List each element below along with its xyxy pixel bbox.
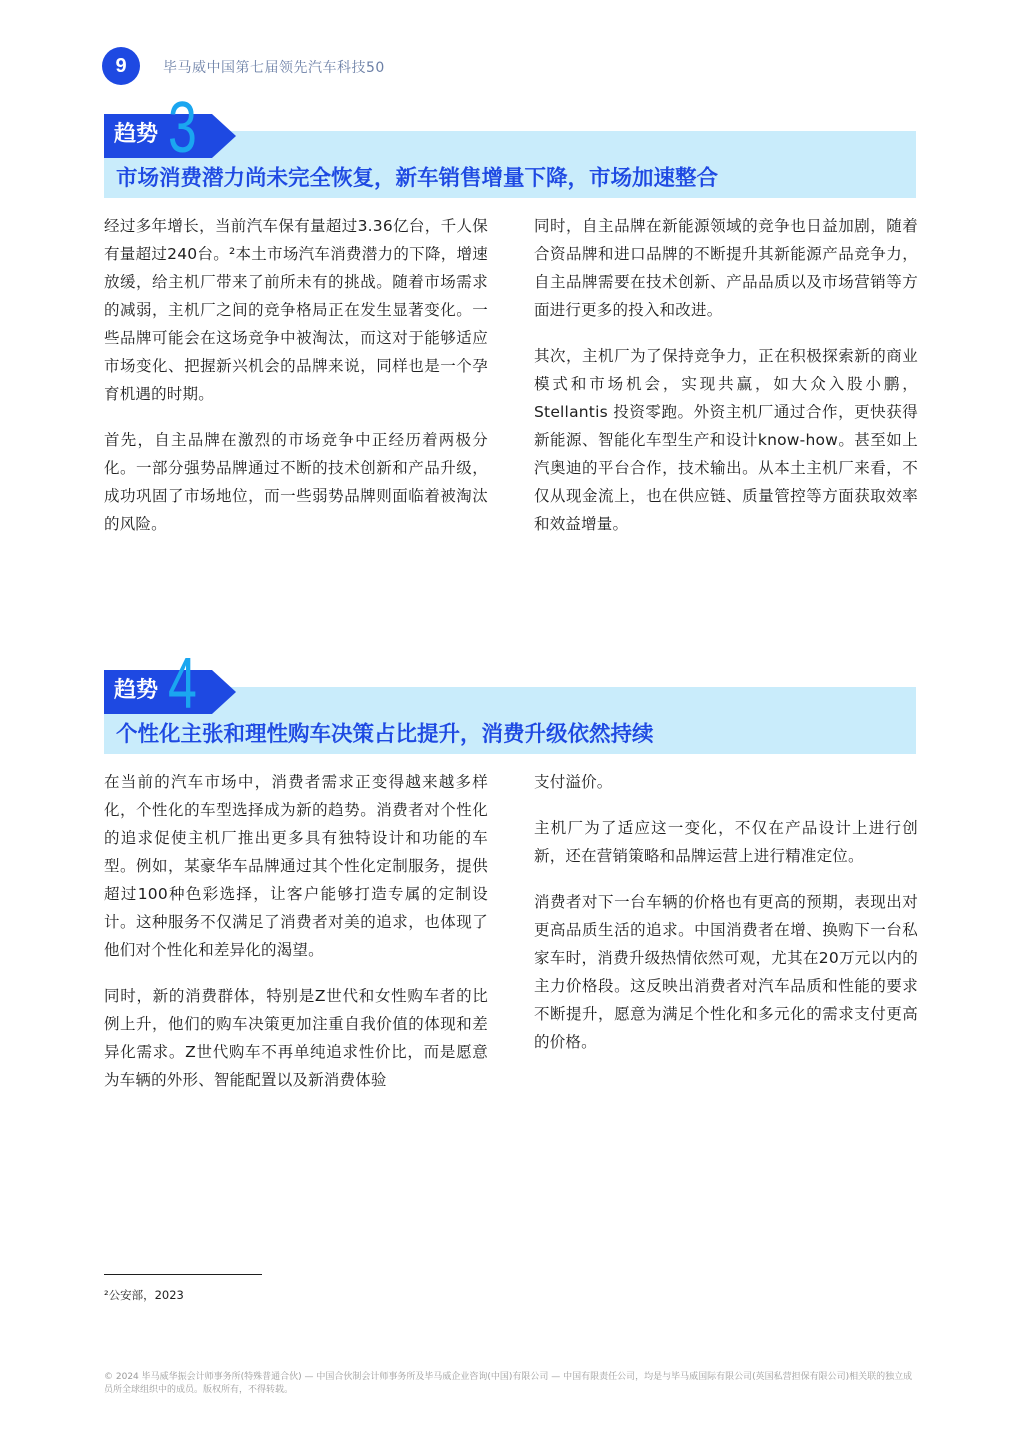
paragraph: 同时，自主品牌在新能源领域的竞争也日益加剧，随着合资品牌和进口品牌的不断提升其新能源产品竞争力，自主品牌需要在技术创新、产品品质以及市场营销等方面进行更多的投入和改进。 bbox=[534, 217, 918, 319]
trend-4-number: 4 bbox=[168, 644, 197, 724]
trend-3-headline: 市场消费潜力尚未完全恢复，新车销售增量下降，市场加速整合 bbox=[116, 166, 719, 191]
trend-3-number: 3 bbox=[168, 88, 197, 168]
report-title: 毕马威中国第七届领先汽车科技50 bbox=[163, 60, 385, 76]
paragraph: 同时，新的消费群体，特别是Z世代和女性购车者的比例上升，他们的购车决策更加注重自我价值的体现和差异化需求。Z世代购车不再单纯追求性价比，而是愿意为车辆的外形、智能配置以及新消费体验 bbox=[104, 987, 488, 1089]
paragraph: 经过多年增长，当前汽车保有量超过3.36亿台，千人保有量超过240台。²本土市场汽车消费潜力的下降，增速放缓，给主机厂带来了前所未有的挑战。随着市场需求的减弱，主机厂之间的竞争格局正在发生显著变化。一些品牌可能会在这场竞争中被淘汰，而这对于能够适应市场变化、把握新兴机会的品牌来说，同样也是一个孕育机遇的时期。 bbox=[104, 217, 488, 403]
trend-4-left-column bbox=[104, 768, 488, 1112]
trend-4-tag-label: 趋势 bbox=[114, 678, 159, 703]
paragraph: 首先，自主品牌在激烈的市场竞争中正经历着两极分化。一部分强势品牌通过不断的技术创新和产品升级，成功巩固了市场地位，而一些弱势品牌则面临着被淘汰的风险。 bbox=[104, 431, 488, 533]
footnote: ²公安部，2023 bbox=[104, 1288, 184, 1302]
paragraph: 其次，主机厂为了保持竞争力，正在积极探索新的商业模式和市场机会，实现共赢，如大众入股小鹏，Stellantis 投资零跑。外资主机厂通过合作，更快获得新能源、智能化车型生产和设计know-how。甚至如上汽奥迪的平台合作，技术输出。从本土主机厂来看，不仅从现金流上，也在供应链、质量管控等方面获取效率和效益增量。 bbox=[534, 347, 918, 533]
paragraph: 主机厂为了适应这一变化，不仅在产品设计上进行创新，还在营销策略和品牌运营上进行精准定位。 bbox=[534, 819, 918, 865]
paragraph: 在当前的汽车市场中，消费者需求正变得越来越多样化，个性化的车型选择成为新的趋势。消费者对个性化的追求促使主机厂推出更多具有独特设计和功能的车型。例如，某豪华车品牌通过其个性化定制服务，提供超过100种色彩选择，让客户能够打造专属的定制设计。这种服务不仅满足了消费者对美的追求，也体现了他们对个性化和差异化的渴望。 bbox=[104, 773, 488, 959]
page-number: 9 bbox=[102, 47, 140, 85]
trend-4-headline: 个性化主张和理性购车决策占比提升，消费升级依然持续 bbox=[116, 722, 654, 747]
trend-3-right-column bbox=[534, 212, 918, 556]
copyright-notice: © 2024 毕马威华振会计师事务所(特殊普通合伙) — 中国合伙制会计师事务所及毕马威企业咨询(中国)有限公司 — 中国有限责任公司，均是与毕马威国际有限公司(英国私营担保有限公司)相关联的独立成员所全球组织中的成员。版权所有，不得转载。 bbox=[104, 1372, 913, 1395]
trend-4-right-column bbox=[534, 768, 918, 1074]
trend-3-tag-label: 趋势 bbox=[114, 122, 159, 147]
paragraph: 消费者对下一台车辆的价格也有更高的预期，表现出对更高品质生活的追求。中国消费者在增、换购下一台私家车时，消费升级热情依然可观，尤其在20万元以内的主力价格段。这反映出消费者对汽车品质和性能的要求不断提升，愿意为满足个性化和多元化的需求支付更高的价格。 bbox=[534, 893, 918, 1051]
paragraph: 支付溢价。 bbox=[534, 773, 613, 791]
footnote-divider bbox=[104, 1274, 262, 1275]
trend-3-left-column bbox=[104, 212, 488, 556]
